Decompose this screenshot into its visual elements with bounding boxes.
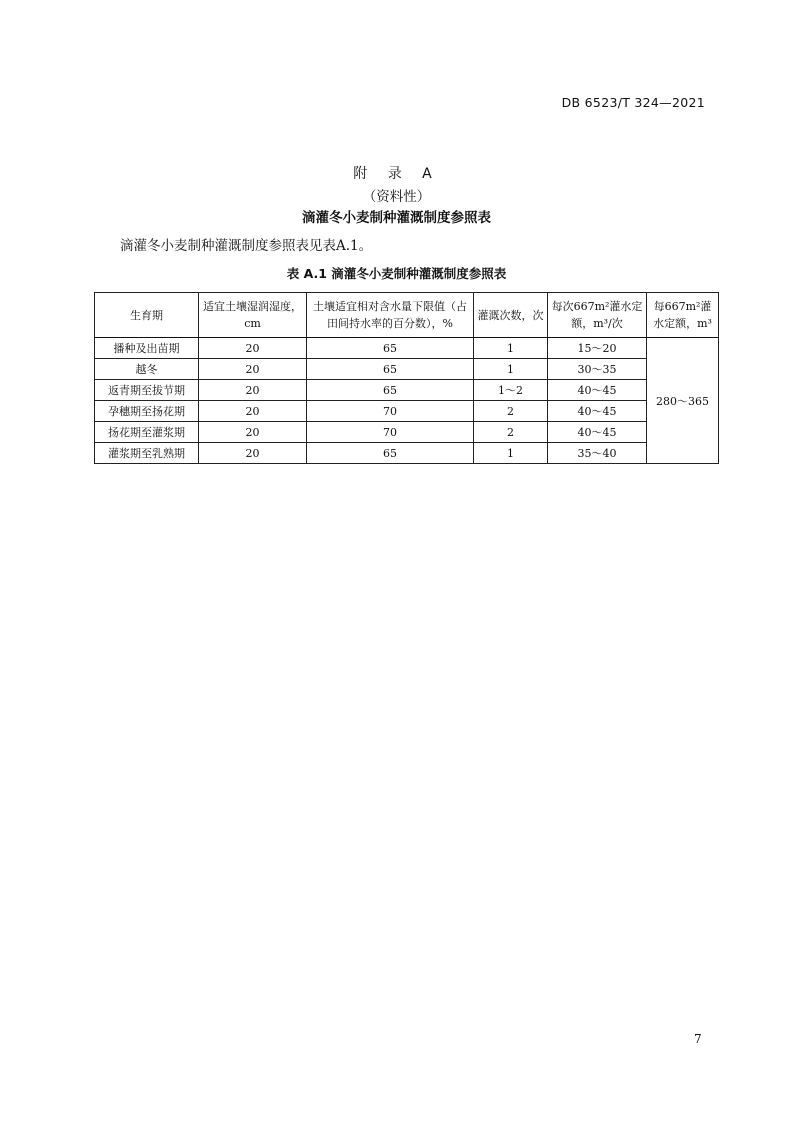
cell-moisture-limit: 65	[307, 338, 474, 359]
cell-quota-per-time: 35～40	[548, 443, 647, 464]
cell-quota-per-time: 40～45	[548, 380, 647, 401]
cell-irrigation-count: 1	[474, 359, 548, 380]
cell-growth-stage: 返青期至拔节期	[95, 380, 199, 401]
cell-soil-depth: 20	[199, 401, 307, 422]
cell-moisture-limit: 70	[307, 422, 474, 443]
appendix-name: 滴灌冬小麦制种灌溉制度参照表	[302, 210, 491, 226]
cell-total-quota: 280～365	[647, 338, 719, 464]
cell-soil-depth: 20	[199, 380, 307, 401]
cell-irrigation-count: 2	[474, 422, 548, 443]
cell-soil-depth: 20	[199, 338, 307, 359]
table-header-row	[95, 293, 719, 338]
header-growth-stage: 生育期	[95, 293, 199, 338]
cell-quota-per-time: 15～20	[548, 338, 647, 359]
table-row	[95, 359, 719, 380]
cell-growth-stage: 越冬	[95, 359, 199, 380]
cell-irrigation-count: 2	[474, 401, 548, 422]
table-row	[95, 401, 719, 422]
cell-soil-depth: 20	[199, 359, 307, 380]
intro-paragraph: 滴灌冬小麦制种灌溉制度参照表见表A.1。	[120, 238, 373, 254]
header-soil-depth: 适宜土壤湿润湿度，cm	[199, 293, 307, 338]
header-total-quota: 每667m²灌水定额，m³	[647, 293, 719, 338]
cell-irrigation-count: 1	[474, 338, 548, 359]
table-row	[95, 338, 719, 359]
appendix-title: 附 录 A	[353, 166, 440, 182]
header-moisture-limit: 土壤适宜相对含水量下限值（占田间持水率的百分数），%	[307, 293, 474, 338]
cell-growth-stage: 播种及出苗期	[95, 338, 199, 359]
cell-quota-per-time: 40～45	[548, 401, 647, 422]
table-row	[95, 380, 719, 401]
cell-irrigation-count: 1	[474, 443, 548, 464]
cell-growth-stage: 灌浆期至乳熟期	[95, 443, 199, 464]
cell-quota-per-time: 30～35	[548, 359, 647, 380]
cell-moisture-limit: 65	[307, 380, 474, 401]
cell-irrigation-count: 1～2	[474, 380, 548, 401]
cell-growth-stage: 扬花期至灌浆期	[95, 422, 199, 443]
cell-soil-depth: 20	[199, 443, 307, 464]
cell-moisture-limit: 70	[307, 401, 474, 422]
table-caption: 表 A.1 滴灌冬小麦制种灌溉制度参照表	[286, 266, 507, 281]
cell-quota-per-time: 40～45	[548, 422, 647, 443]
cell-soil-depth: 20	[199, 422, 307, 443]
page-number: 7	[694, 1032, 702, 1046]
cell-moisture-limit: 65	[307, 359, 474, 380]
header-quota-per-time: 每次667m²灌水定额，m³/次	[548, 293, 647, 338]
table-row	[95, 422, 719, 443]
document-code: DB 6523/T 324—2021	[561, 95, 705, 110]
table-row	[95, 443, 719, 464]
cell-moisture-limit: 65	[307, 443, 474, 464]
header-irrigation-count: 灌溉次数，次	[474, 293, 548, 338]
appendix-type: （资料性）	[362, 189, 431, 205]
irrigation-reference-table	[94, 292, 719, 464]
cell-growth-stage: 孕穗期至扬花期	[95, 401, 199, 422]
